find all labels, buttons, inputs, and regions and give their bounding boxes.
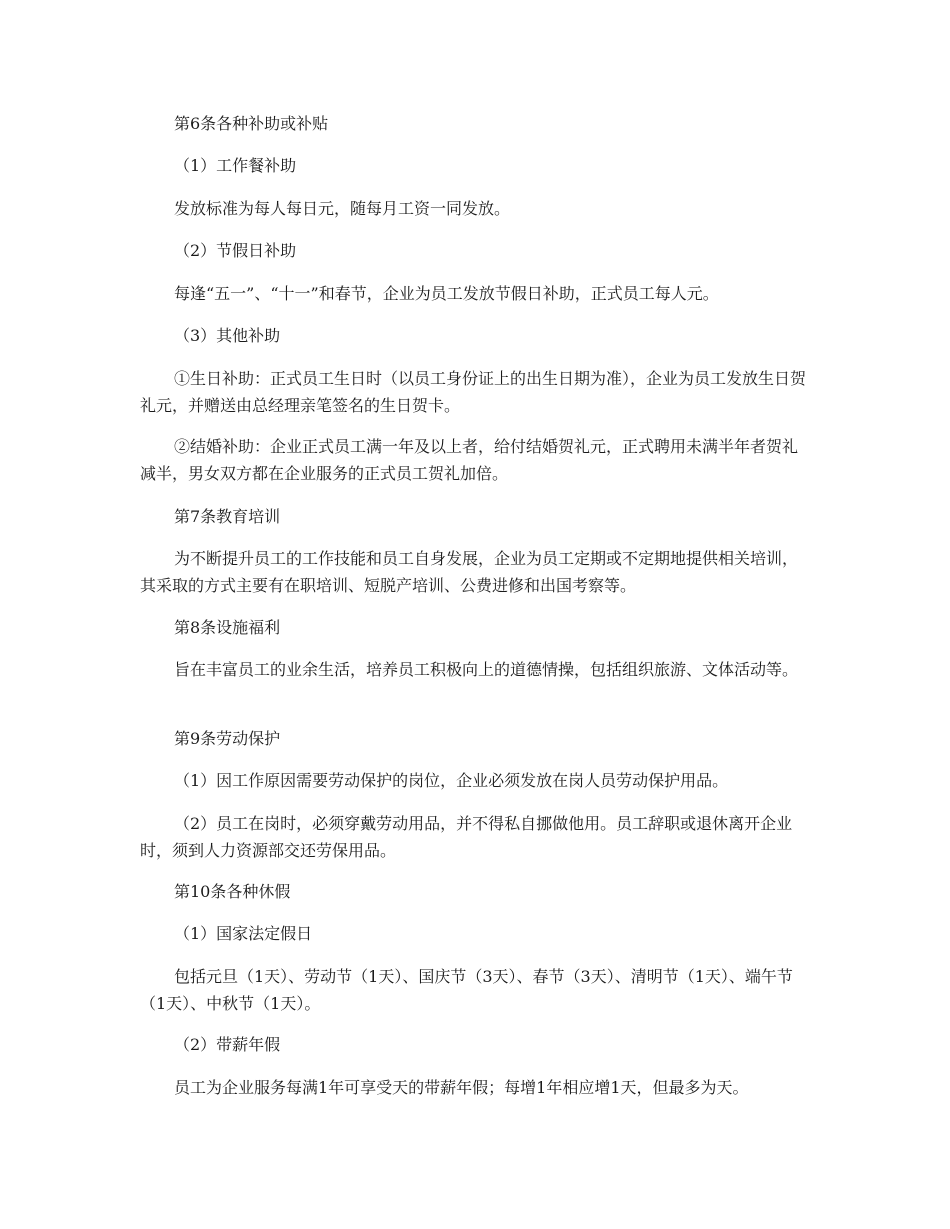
paid-leave-heading: （2）带薪年假	[174, 1035, 281, 1054]
article-7-heading: 第7条教育培训	[174, 507, 281, 526]
meal-subsidy-text: 发放标准为每人每日元，随每月工资一同发放。	[174, 199, 511, 218]
article-6-heading: 第6条各种补助或补贴	[174, 114, 329, 133]
holiday-subsidy-text: 每逢“五一”、“十一”和春节，企业为员工发放节假日补助，正式员工每人元。	[174, 284, 719, 303]
holiday-subsidy-heading: （2）节假日补助	[174, 241, 297, 260]
training-text: 为不断提升员工的工作技能和员工自身发展，企业为员工定期或不定期地提供相关培训，其采取的方式主要有在职培训、短脱产培训、公费进修和出国考察等。	[140, 549, 799, 595]
meal-subsidy-heading: （1）工作餐补助	[174, 156, 297, 175]
article-8-heading: 第8条设施福利	[174, 618, 281, 637]
facility-welfare-text: 旨在丰富员工的业余生活，培养员工积极向上的道德情操，包括组织旅游、文体活动等。	[174, 660, 799, 679]
national-holidays-heading: （1）国家法定假日	[174, 924, 313, 943]
paid-leave-text: 员工为企业服务每满1年可享受天的带薪年假；每增1年相应增1天，但最多为天。	[174, 1078, 749, 1097]
wedding-subsidy-text: ②结婚补助：企业正式员工满一年及以上者，给付结婚贺礼元，正式聘用未满半年者贺礼减半，男女双方都在企业服务的正式员工贺礼加倍。	[140, 437, 799, 483]
birthday-subsidy-text: ①生日补助：正式员工生日时（以员工身份证上的出生日期为准），企业为员工发放生日贺礼元，并赠送由总经理亲笔签名的生日贺卡。	[140, 369, 807, 415]
article-10-heading: 第10条各种休假	[174, 882, 291, 901]
protection-item-2: （2）员工在岗时，必须穿戴劳动用品，并不得私自挪做他用。员工辞职或退休离开企业时，须到人力资源部交还劳保用品。	[140, 814, 793, 860]
article-9-heading: 第9条劳动保护	[174, 729, 281, 748]
protection-item-1: （1）因工作原因需要劳动保护的岗位，企业必须发放在岗人员劳动保护用品。	[174, 771, 729, 790]
national-holidays-text: 包括元旦（1天）、劳动节（1天）、国庆节（3天）、春节（3天）、清明节（1天）、端午节（1天）、中秋节（1天）。	[140, 967, 793, 1013]
other-subsidy-heading: （3）其他补助	[174, 326, 281, 345]
